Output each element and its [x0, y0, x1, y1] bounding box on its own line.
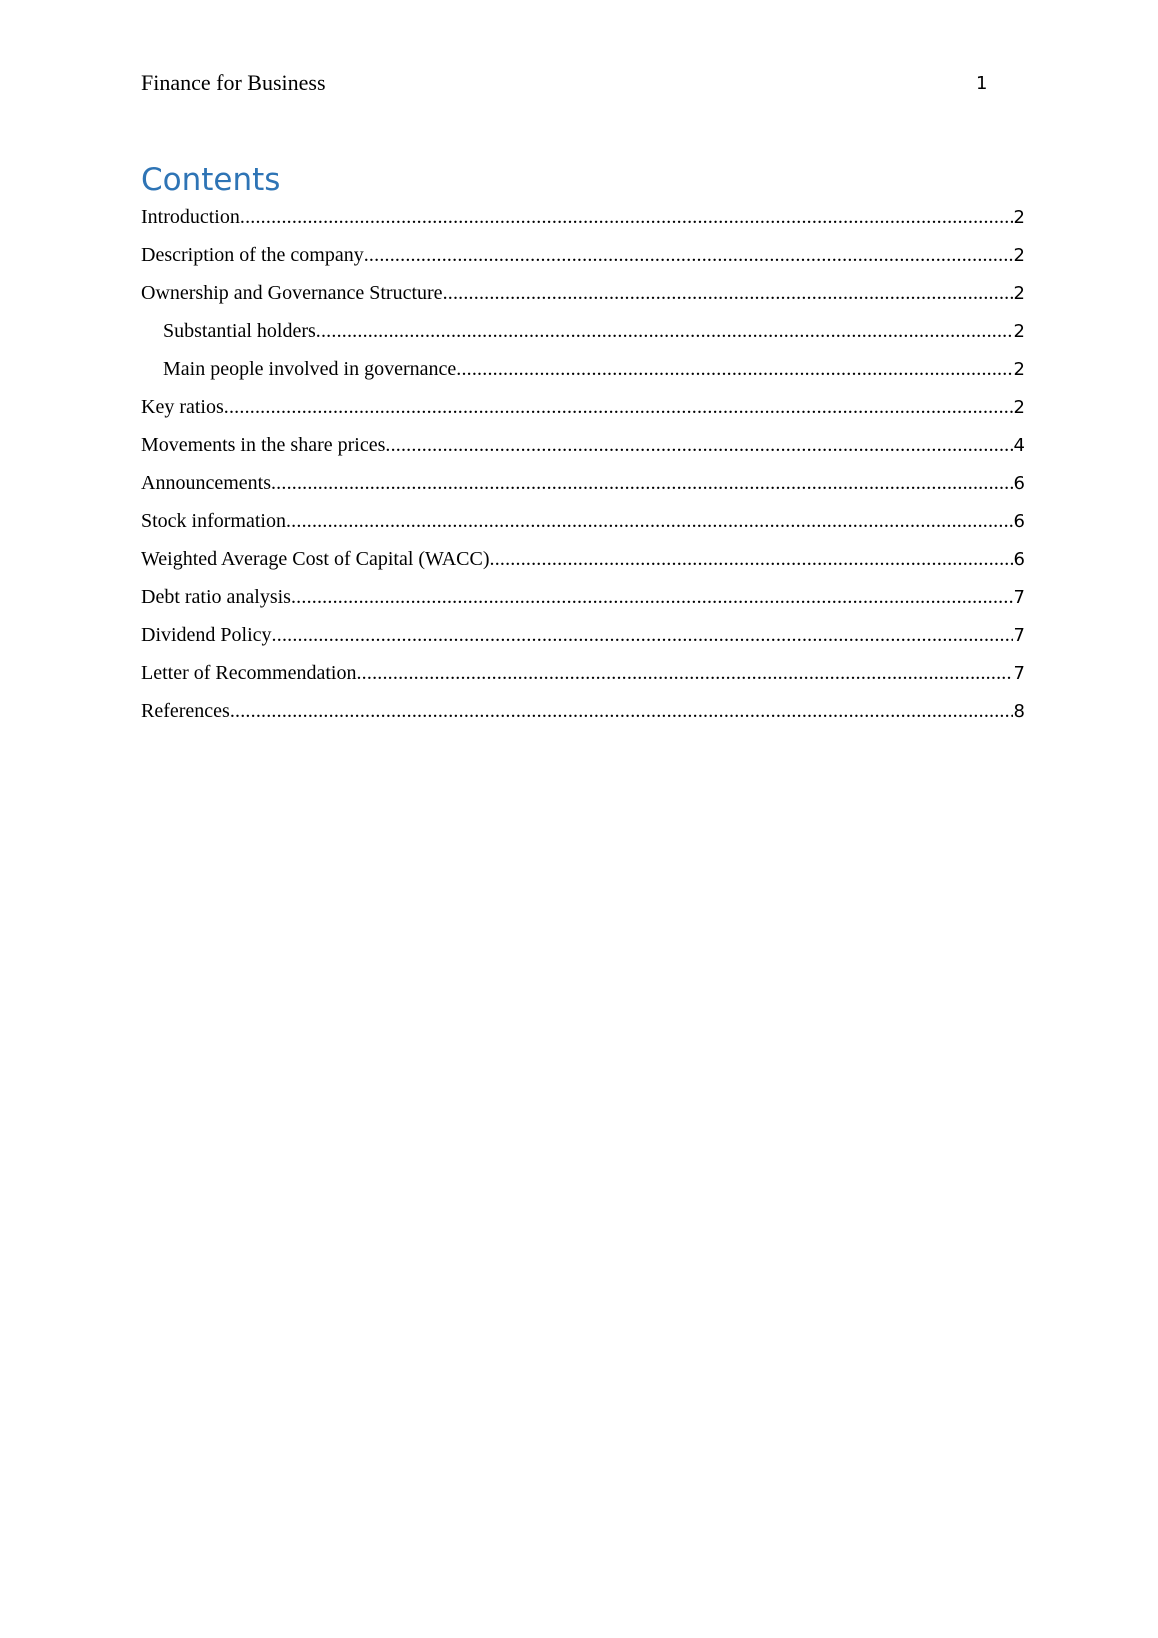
toc-entry-page: 7	[1013, 663, 1025, 684]
toc-entry-label: Ownership and Governance Structure	[141, 282, 443, 304]
toc-subentry[interactable]	[141, 317, 1025, 355]
header-page-number: 1	[976, 73, 988, 94]
toc-dot-leader	[291, 583, 1013, 611]
toc-entry-page: 4	[1013, 435, 1025, 456]
toc-entry-label: Main people involved in governance	[163, 358, 457, 380]
toc-entry-label: Substantial holders	[163, 320, 316, 342]
toc-dot-leader	[271, 469, 1013, 497]
toc-entry-label: Introduction	[141, 206, 240, 228]
toc-dot-leader	[286, 507, 1013, 535]
toc-entry[interactable]	[141, 241, 1025, 279]
toc-entry-page: 8	[1013, 701, 1025, 722]
toc-dot-leader	[230, 697, 1013, 725]
toc-entry-label: Stock information	[141, 510, 286, 532]
toc-entry[interactable]	[141, 393, 1025, 431]
toc-heading: Contents	[141, 162, 281, 198]
toc-entry[interactable]	[141, 621, 1025, 659]
toc-entry[interactable]	[141, 507, 1025, 545]
toc-entry-page: 6	[1013, 473, 1025, 494]
toc-dot-leader	[385, 431, 1012, 459]
toc-dot-leader	[272, 621, 1013, 649]
toc-entry[interactable]	[141, 583, 1025, 621]
toc-entry[interactable]	[141, 431, 1025, 469]
toc-entry-label: Movements in the share prices	[141, 434, 386, 456]
toc-entry-label: Letter of Recommendation	[141, 662, 357, 684]
toc-entry[interactable]	[141, 469, 1025, 507]
toc-dot-leader	[456, 355, 1012, 383]
header-title: Finance for Business	[141, 70, 326, 95]
toc-dot-leader	[240, 203, 1013, 231]
toc-entry-page: 2	[1013, 321, 1025, 342]
table-of-contents	[141, 203, 1025, 735]
toc-subentry[interactable]	[141, 355, 1025, 393]
toc-entry-page: 7	[1013, 587, 1025, 608]
toc-dot-leader	[490, 545, 1013, 573]
toc-entry[interactable]	[141, 279, 1025, 317]
toc-dot-leader	[356, 659, 1012, 687]
toc-entry-page: 6	[1013, 549, 1025, 570]
toc-entry-label: Announcements	[141, 472, 271, 494]
toc-entry-label: Key ratios	[141, 396, 224, 418]
toc-entry[interactable]	[141, 203, 1025, 241]
toc-entry-label: Dividend Policy	[141, 624, 272, 646]
toc-entry-page: 2	[1013, 397, 1025, 418]
toc-entry[interactable]	[141, 659, 1025, 697]
toc-entry-label: Debt ratio analysis	[141, 586, 291, 608]
toc-entry-page: 2	[1013, 283, 1025, 304]
toc-entry-page: 2	[1013, 207, 1025, 228]
toc-entry-page: 2	[1013, 245, 1025, 266]
toc-dot-leader	[224, 393, 1013, 421]
toc-dot-leader	[443, 279, 1013, 307]
toc-entry-label: References	[141, 700, 230, 722]
toc-dot-leader	[316, 317, 1013, 345]
toc-entry-label: Description of the company	[141, 244, 364, 266]
toc-entry[interactable]	[141, 545, 1025, 583]
toc-entry-page: 6	[1013, 511, 1025, 532]
toc-entry-label: Weighted Average Cost of Capital (WACC)	[141, 548, 490, 570]
toc-entry[interactable]	[141, 697, 1025, 735]
toc-dot-leader	[364, 241, 1013, 269]
toc-entry-page: 7	[1013, 625, 1025, 646]
toc-entry-page: 2	[1013, 359, 1025, 380]
